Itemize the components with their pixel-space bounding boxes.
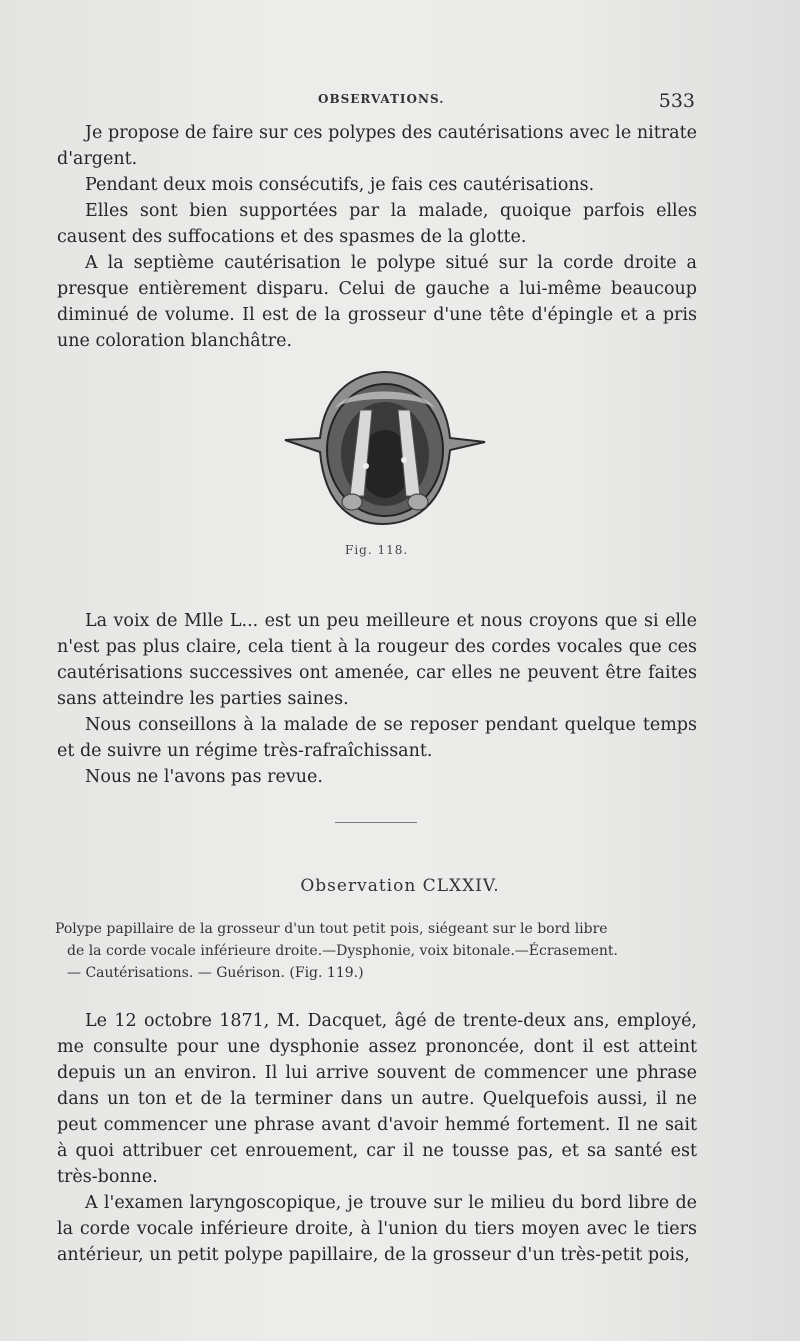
- text-block-top: [57, 120, 697, 354]
- paragraph: Nous ne l'avons pas revue.: [85, 767, 323, 787]
- paragraph: Je propose de faire sur ces polypes des cautérisations avec le nitrate d'argent.: [57, 123, 697, 169]
- observation-title: Observation CLXXIV.: [300, 876, 500, 896]
- paragraph: Le 12 octobre 1871, M. Dacquet, âgé de trente-deux ans, employé, me consulte pour une dysphonie assez prononcée, dont il est atteint depuis un an environ. Il lui arrive souvent de commencer une phrase dans un ton et de la terminer dans un autre. Quelquefois aussi, il ne peut commencer une phrase avant d'avoir hemmé fortement. Il ne sait à quoi attribuer cet enrouement, car il ne tousse pas, et sa santé est très-bonne.: [57, 1011, 697, 1187]
- text-block-bottom: [57, 1008, 697, 1268]
- paragraph: A l'examen laryngoscopique, je trouve sur le milieu du bord libre de la corde vocale inférieure droite, à l'union du tiers moyen avec le tiers antérieur, un petit polype papillaire, de la grosseur d'un très-petit pois,: [57, 1193, 697, 1265]
- text-block-middle: [57, 608, 697, 790]
- paragraph: Elles sont bien supportées par la malade, quoique parfois elles causent des suffocations et des spasmes de la glotte.: [57, 201, 697, 247]
- observation-summary: [55, 918, 690, 984]
- figure-caption: Fig. 118.: [345, 543, 409, 557]
- section-divider: [335, 822, 417, 823]
- paragraph: La voix de Mlle L... est un peu meilleure et nous croyons que si elle n'est pas plus claire, cela tient à la rougeur des cordes vocales que ces cautérisations successives ont amenée, car elles ne peuvent être faites sans atteindre les parties saines.: [57, 611, 697, 709]
- larynx-illustration-icon: [280, 368, 490, 528]
- running-head: OBSERVATIONS.: [318, 92, 445, 106]
- page-header: [55, 90, 695, 118]
- paragraph: Pendant deux mois consécutifs, je fais ces cautérisations.: [85, 175, 595, 195]
- paragraph: Nous conseillons à la malade de se reposer pendant quelque temps et de suivre un régime très-rafraîchissant.: [57, 715, 697, 761]
- summary-line: Polype papillaire de la grosseur d'un tout petit pois, siégeant sur le bord libre: [55, 921, 608, 937]
- page-number: 533: [658, 90, 695, 112]
- summary-line: — Cautérisations. — Guérison. (Fig. 119.): [67, 965, 364, 981]
- summary-line: de la corde vocale inférieure droite.—Dysphonie, voix bitonale.—Écrasement.: [67, 943, 619, 959]
- paragraph: A la septième cautérisation le polype situé sur la corde droite a presque entièrement disparu. Celui de gauche a lui-même beaucoup diminué de volume. Il est de la grosseur d'une tête d'épingle et a pris une coloration blanchâtre.: [57, 253, 697, 351]
